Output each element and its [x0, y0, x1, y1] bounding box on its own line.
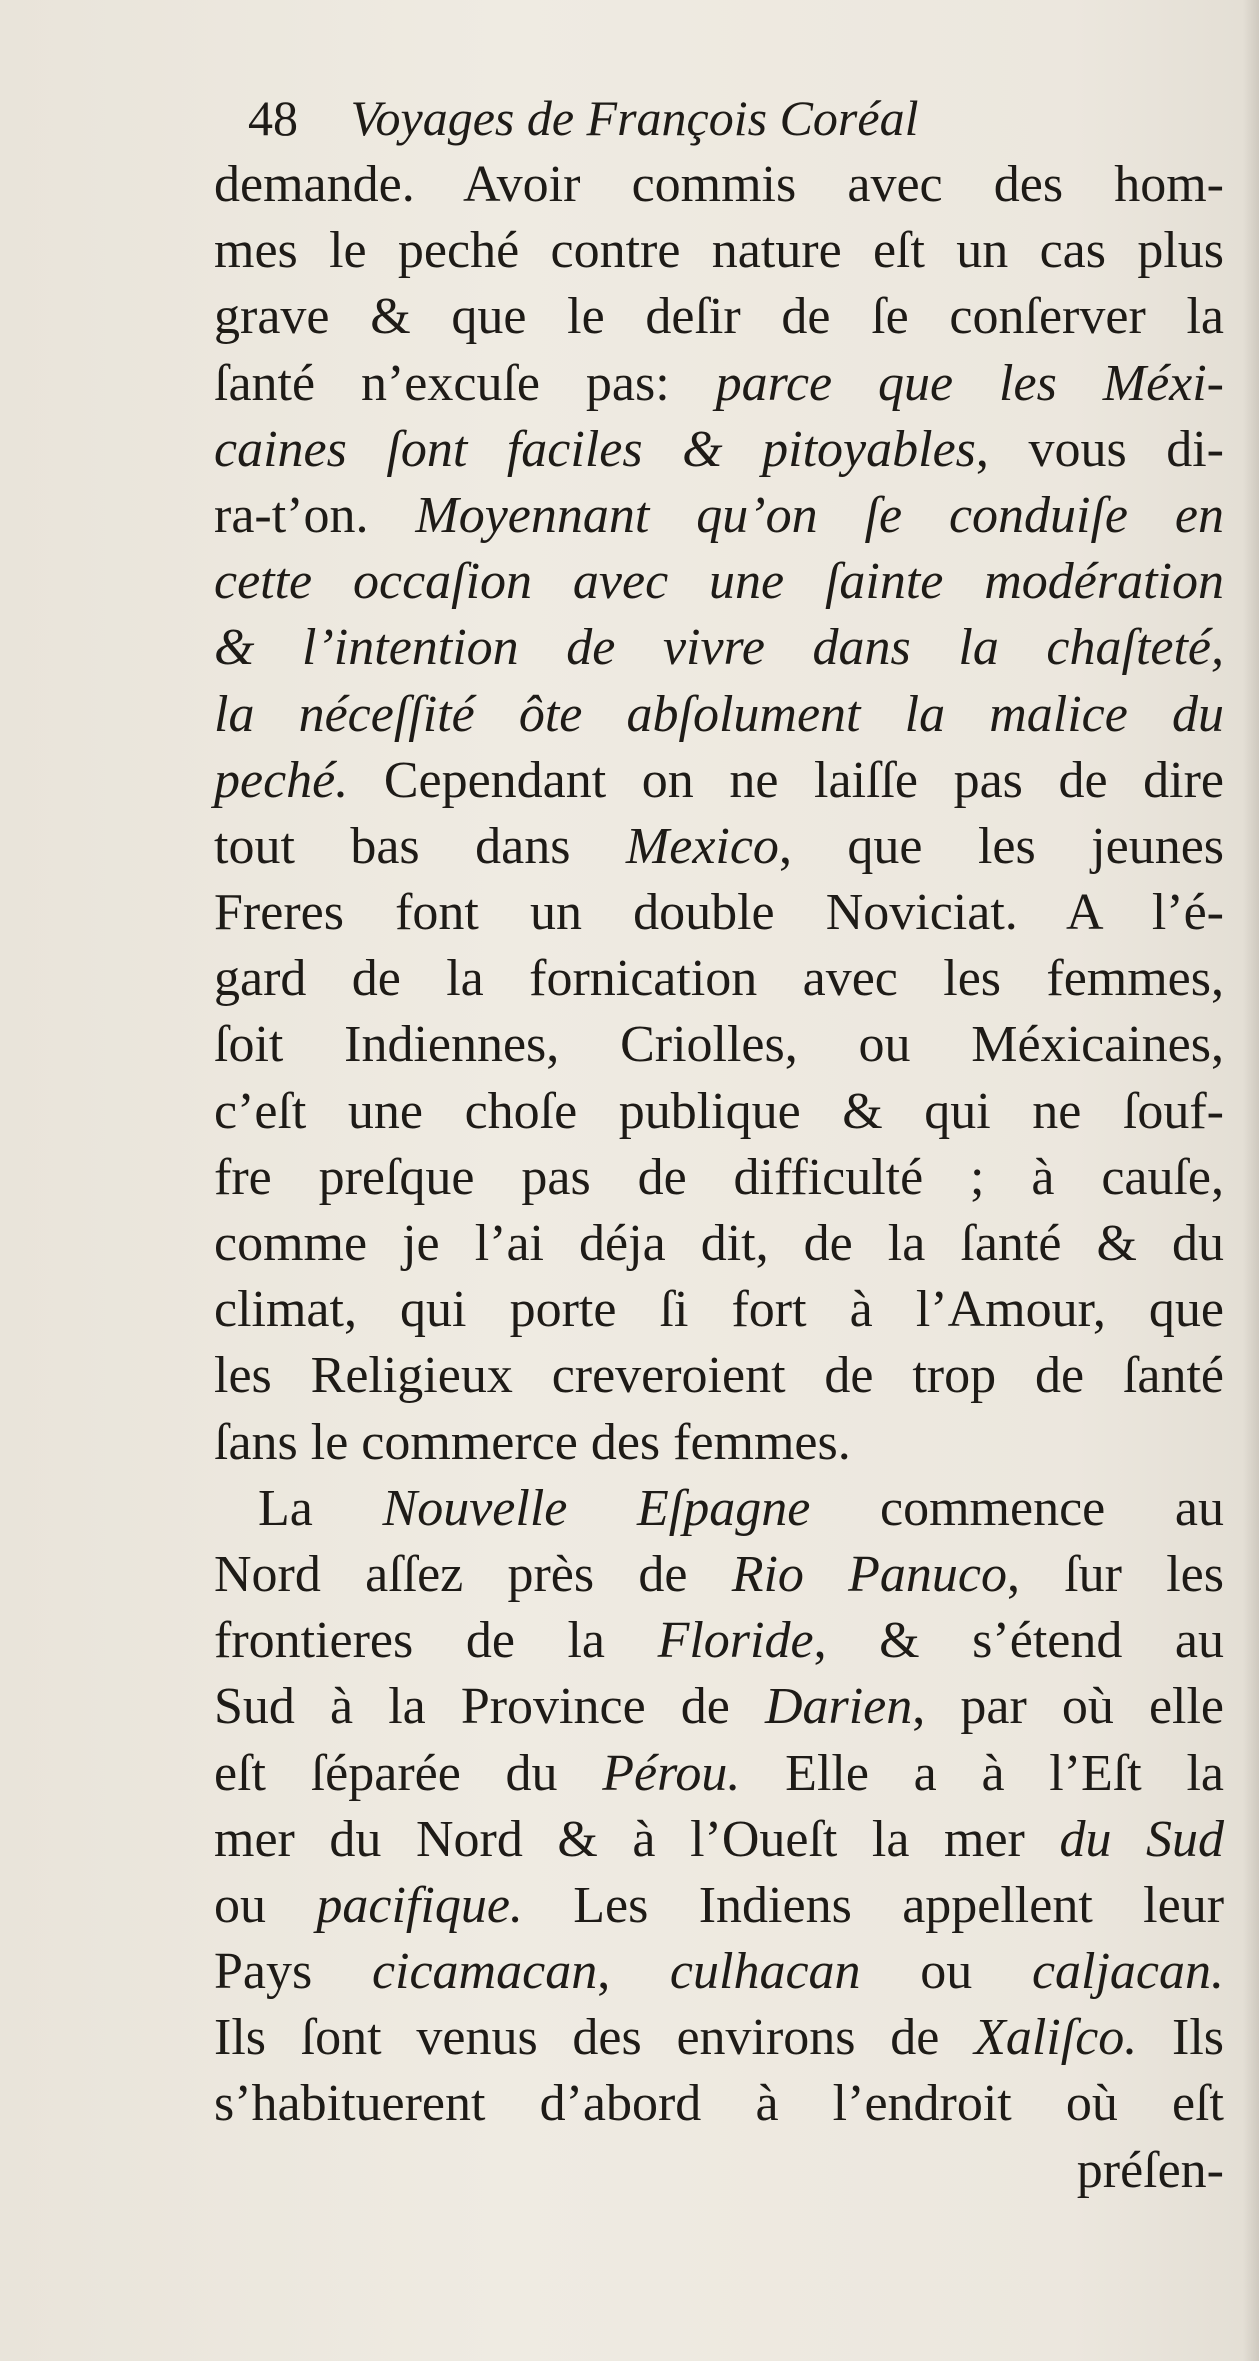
- roman-run: s’habituerent d’abord à l’endroit où eſt: [214, 2075, 1224, 2133]
- italic-run: parce que les Méxi-: [715, 354, 1224, 412]
- roman-run: Sud à la Province de: [214, 1678, 765, 1736]
- roman-run: ,: [597, 1943, 670, 2001]
- roman-run: eſt ſéparée du: [214, 1744, 603, 1802]
- roman-run: fre preſque pas de difficulté ; à cauſe,: [214, 1148, 1224, 1206]
- running-title: Voyages de François Coréal: [350, 90, 919, 146]
- italic-run: pacifique.: [316, 1876, 523, 1934]
- italic-run: caines ſont faciles & pitoyables: [214, 420, 976, 478]
- roman-run: , que les jeunes: [778, 817, 1225, 875]
- text-line: [214, 1873, 1224, 1939]
- roman-run: , ſur les: [1006, 1545, 1224, 1603]
- italic-run: Floride: [657, 1612, 814, 1670]
- text-line: [214, 2071, 1224, 2137]
- catchword: [214, 2138, 1224, 2204]
- text-line: [214, 417, 1224, 483]
- roman-run: ſanté n’excuſe pas:: [214, 354, 716, 412]
- roman-run: frontieres de la: [214, 1612, 658, 1670]
- page-number: 48: [248, 90, 298, 146]
- text-line: [214, 1741, 1224, 1807]
- text-line: [214, 1410, 1224, 1476]
- text-line: [214, 814, 1224, 880]
- text-line: [214, 1807, 1224, 1873]
- roman-run: Les Indiens appellent leur: [522, 1876, 1225, 1934]
- roman-run: gard de la fornication avec les femmes,: [214, 950, 1224, 1008]
- text-line: [214, 218, 1224, 284]
- italic-run: cette occaſion avec une ſainte modération: [214, 553, 1224, 611]
- roman-run: Ils ſont venus des environs de: [214, 2009, 975, 2067]
- text-line: [214, 615, 1224, 681]
- roman-run: mes le peché contre nature eſt un cas plus: [214, 222, 1224, 280]
- text-line: [214, 1079, 1224, 1145]
- italic-run: Xaliſco.: [974, 2009, 1138, 2067]
- roman-run: c’eſt une choſe publique & qui ne ſouf-: [214, 1082, 1224, 1140]
- text-line: [214, 483, 1224, 549]
- roman-run: ra-t’on.: [214, 486, 416, 544]
- italic-run: du Sud: [1059, 1810, 1225, 1868]
- roman-run: ou: [860, 1943, 1032, 2001]
- text-line: [214, 1542, 1224, 1608]
- italic-run: Moyennant qu’on ſe conduiſe en: [415, 486, 1224, 544]
- text-line: [214, 1343, 1224, 1409]
- roman-run: grave & que le deſir de ſe conſerver la: [214, 288, 1224, 346]
- italic-run: Pérou.: [602, 1744, 741, 1802]
- roman-run: La: [258, 1479, 383, 1537]
- text-line: [214, 1277, 1224, 1343]
- text-line: [214, 946, 1224, 1012]
- running-header: [248, 86, 1148, 150]
- italic-run: Mexico: [625, 817, 779, 875]
- roman-run: commence au: [810, 1479, 1224, 1537]
- text-line: [214, 2005, 1224, 2071]
- roman-run: Freres font un double Noviciat. A l’é-: [214, 884, 1224, 942]
- roman-run: Nord aſſez près de: [214, 1545, 732, 1603]
- text-line: [214, 1608, 1224, 1674]
- text-line: [214, 1211, 1224, 1277]
- roman-run: mer du Nord & à l’Oueſt la mer: [214, 1810, 1060, 1868]
- roman-run: , vous di-: [975, 420, 1224, 478]
- roman-run: , & s’étend au: [813, 1612, 1224, 1670]
- text-line: [214, 748, 1224, 814]
- roman-run: Ils: [1137, 2009, 1225, 2067]
- page-edge-shadow: [1243, 0, 1259, 2361]
- text-line: [214, 1939, 1224, 2005]
- text-line: [214, 682, 1224, 748]
- text-line: [214, 351, 1224, 417]
- italic-run: cicamacan: [371, 1943, 598, 2001]
- roman-run: comme je l’ai déja dit, de la ſanté & du: [214, 1215, 1224, 1272]
- roman-run: Elle a à l’Eſt la: [740, 1744, 1224, 1802]
- text-line: [214, 284, 1224, 350]
- roman-run: climat, qui porte ſi fort à l’Amour, que: [214, 1281, 1224, 1339]
- roman-run: ſoit Indiennes, Criolles, ou Méxicaines,: [214, 1016, 1224, 1074]
- italic-run: culhacan: [669, 1943, 861, 2001]
- roman-run: demande. Avoir commis avec des hom-: [214, 156, 1224, 213]
- text-line: [214, 1476, 1224, 1542]
- italic-run: la néceſſité ôte abſolument la malice du: [214, 685, 1224, 743]
- italic-run: peché.: [214, 751, 349, 809]
- roman-run: Cependant on ne laiſſe pas de dire: [348, 751, 1224, 809]
- body-text: [214, 152, 1224, 2204]
- roman-run: les Religieux creveroient de trop de ſanté: [214, 1347, 1224, 1405]
- roman-run: ſans le commerce des femmes.: [214, 1413, 851, 1471]
- text-line: [214, 1012, 1224, 1078]
- roman-run: Pays: [214, 1943, 372, 2001]
- italic-run: Rio Panuco: [731, 1545, 1007, 1603]
- italic-run: caljacan.: [1031, 1943, 1225, 2001]
- text-line: [214, 549, 1224, 615]
- roman-run: ou: [214, 1876, 317, 1934]
- text-line: [214, 152, 1224, 218]
- italic-run: & l’intention de vivre dans la chaſteté,: [214, 619, 1224, 677]
- text-line: [214, 1145, 1224, 1211]
- text-line: [214, 880, 1224, 946]
- roman-run: préſen-: [1076, 2141, 1224, 2199]
- italic-run: Nouvelle Eſpagne: [382, 1479, 811, 1537]
- roman-run: , par où elle: [912, 1678, 1225, 1736]
- italic-run: Darien: [764, 1678, 913, 1736]
- roman-run: tout bas dans: [214, 817, 626, 875]
- text-line: [214, 1674, 1224, 1740]
